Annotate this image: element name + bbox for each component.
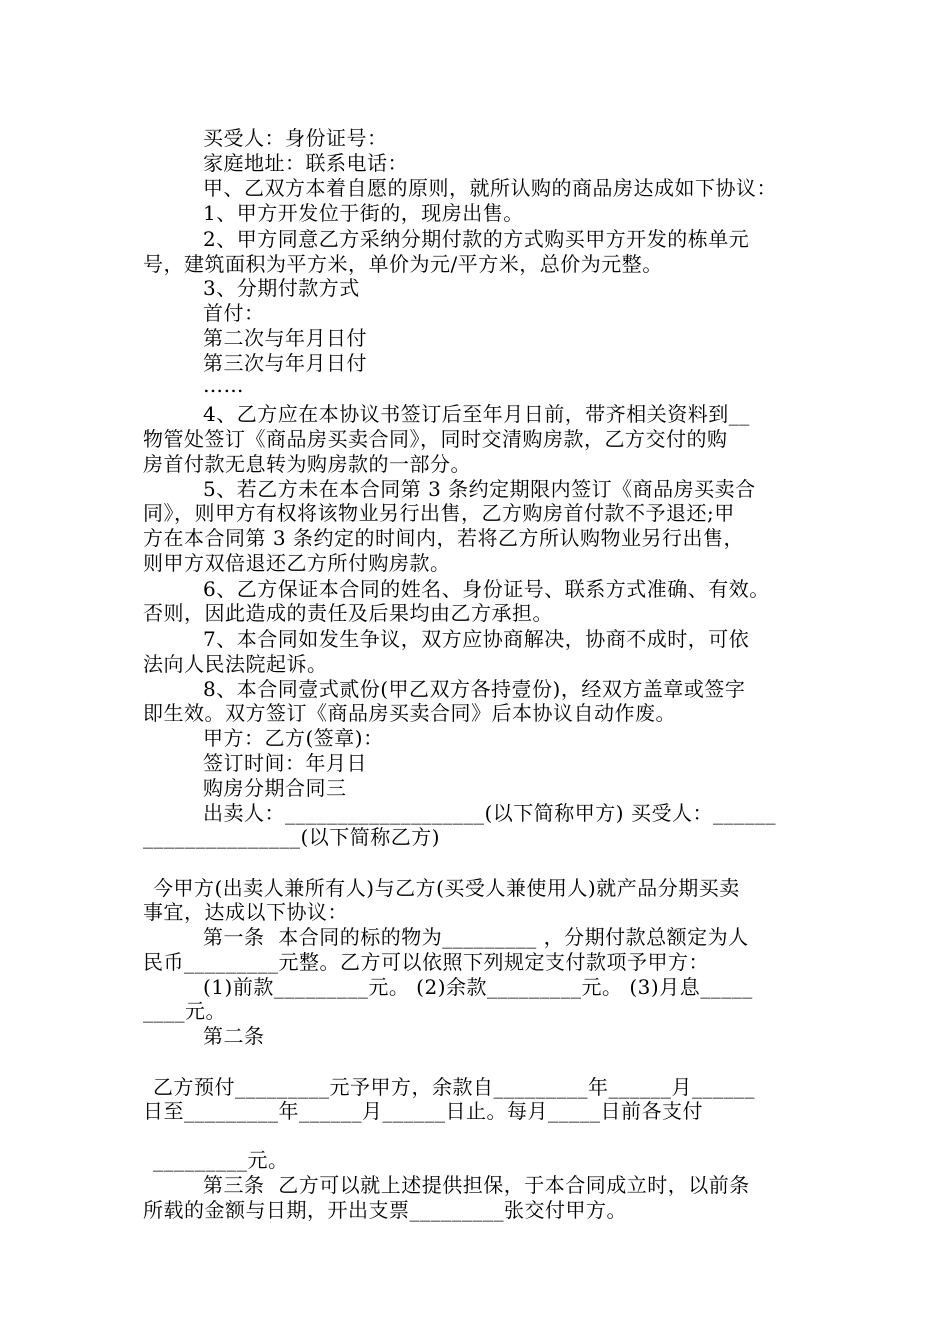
text-line: 第二条 (203, 1024, 265, 1048)
text-line: 所载的金额与日期，开出支票_________张交付甲方。 (143, 1198, 627, 1222)
text-line: 5、若乙方未在本合同第 3 条约定期限内签订《商品房买卖合 (203, 477, 756, 501)
text-line: 家庭地址：联系电话： (203, 151, 408, 175)
text-line: 4、乙方应在本协议书签订后至年月日前，带齐相关资料到__ (203, 402, 750, 426)
text-line: 2、甲方同意乙方采纳分期付款的方式购买甲方开发的栋单元 (203, 227, 750, 251)
text-line: 出卖人：___________________(以下简称甲方) 买受人：______ (203, 801, 776, 825)
text-line: 第二次与年月日付 (203, 326, 367, 350)
text-line: 第三次与年月日付 (203, 351, 367, 375)
text-line: 即生效。双方签订《商品房买卖合同》后本协议自动作废。 (143, 701, 676, 725)
text-line: 第三条 乙方可以就上述提供担保，于本合同成立时，以前条 (203, 1173, 750, 1197)
text-line: _________元。 (153, 1148, 289, 1172)
text-line: 今甲方(出卖人兼所有人)与乙方(买受人兼使用人)就产品分期买卖 (153, 876, 740, 900)
text-line: ____元。 (143, 999, 226, 1023)
text-line: 事宜，达成以下协议： (143, 900, 348, 924)
text-line: 房首付款无息转为购房款的一部分。 (143, 452, 471, 476)
text-line: 购房分期合同三 (203, 776, 347, 800)
text-line: 3、分期付款方式 (203, 276, 360, 300)
text-line: 甲方：乙方(签章)： (203, 726, 384, 750)
text-line: _______________(以下简称乙方) (143, 825, 441, 849)
text-line: 7、本合同如发生争议，双方应协商解决，协商不成时，可依 (203, 627, 750, 651)
text-line: 乙方预付_________元予甲方，余款自_________年______月______ (153, 1075, 755, 1099)
text-line: 否则，因此造成的责任及后果均由乙方承担。 (143, 601, 553, 625)
text-line: 第一条 本合同的标的物为_________ ，分期付款总额定为人 (203, 925, 749, 949)
text-line: 日至_________年______月______日止。每月_____日前各支付 (143, 1099, 703, 1123)
text-line: 法向人民法院起诉。 (143, 652, 328, 676)
text-line: 1、甲方开发位于街的，现房出售。 (203, 201, 524, 225)
text-line: 签订时间：年月日 (203, 751, 367, 775)
text-line: 甲、乙双方本着自愿的原则，就所认购的商品房达成如下协议： (203, 176, 777, 200)
text-line: 同》，则甲方有权将该物业另行出售，乙方购房首付款不予退还;甲 (143, 501, 735, 525)
text-line: 方在本合同第 3 条约定的时间内，若将乙方所认购物业另行出售， (143, 526, 744, 550)
text-line: 6、乙方保证本合同的姓名、身份证号、联系方式准确、有效。 (203, 577, 770, 601)
text-line: 号，建筑面积为平方米，单价为元/平方米，总价为元整。 (143, 252, 663, 276)
text-line: 民币_________元整。乙方可以依照下列规定支付款项予甲方： (143, 950, 709, 974)
text-line: 首付： (203, 301, 265, 325)
text-line: …… (203, 373, 244, 397)
text-line: (1)前款_________元。 (2)余款_________元。 (3)月息_____ (203, 975, 753, 999)
text-line: 8、本合同壹式贰份(甲乙双方各持壹份)，经双方盖章或签字 (203, 677, 746, 701)
text-line: 买受人：身份证号： (203, 126, 388, 150)
text-line: 物管处签订《商品房买卖合同》，同时交清购房款，乙方交付的购 (143, 427, 728, 451)
text-line: 则甲方双倍退还乙方所付购房款。 (143, 551, 451, 575)
